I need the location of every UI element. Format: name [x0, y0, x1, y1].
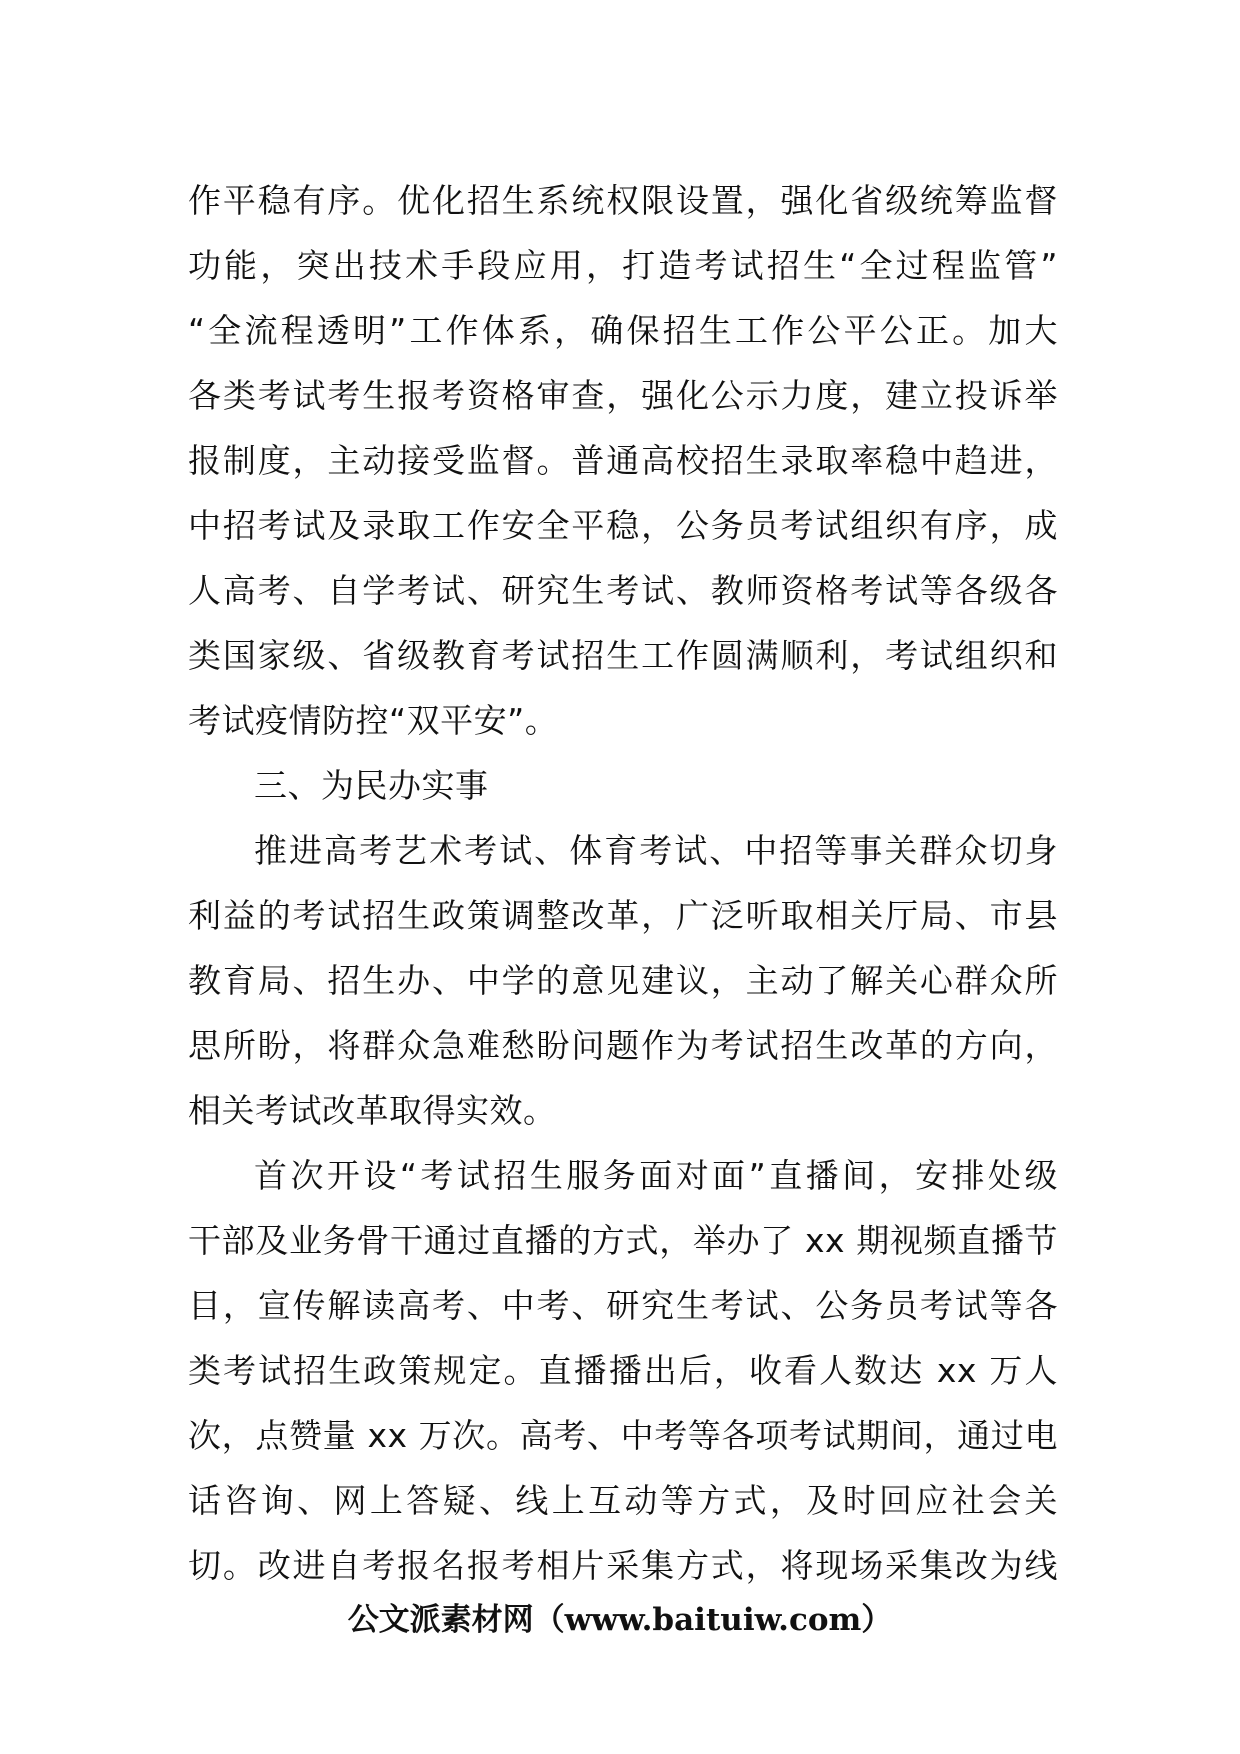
section-heading: 三、为民办实事: [254, 766, 489, 805]
footer-watermark: 公文派素材网（www.baituiw.com）: [347, 1602, 893, 1638]
text-line: 作平稳有序。优化招生系统权限设置，强化省级统筹监督: [188, 181, 1058, 220]
text-line: 类国家级、省级教育考试招生工作圆满顺利，考试组织和: [188, 636, 1058, 675]
text-line: 报制度，主动接受监督。普通高校招生录取率稳中趋进，: [188, 441, 1058, 480]
text-line: 首次开设“考试招生服务面对面”直播间，安排处级: [254, 1156, 1058, 1195]
text-line: 干部及业务骨干通过直播的方式，举办了 xx 期视频直播节: [188, 1221, 1058, 1260]
text-line: 话咨询、网上答疑、线上互动等方式，及时回应社会关: [188, 1481, 1058, 1520]
text-line: 利益的考试招生政策调整改革，广泛听取相关厅局、市县: [188, 896, 1058, 935]
text-line: “全流程透明”工作体系，确保招生工作公平公正。加大: [188, 311, 1058, 350]
text-line: 次，点赞量 xx 万次。高考、中考等各项考试期间，通过电: [188, 1416, 1058, 1455]
text-line: 切。改进自考报名报考相片采集方式，将现场采集改为线: [188, 1546, 1058, 1585]
text-line: 类考试招生政策规定。直播播出后，收看人数达 xx 万人: [188, 1351, 1058, 1390]
text-line: 中招考试及录取工作安全平稳，公务员考试组织有序，成: [188, 506, 1058, 545]
text-line: 人高考、自学考试、研究生考试、教师资格考试等各级各: [188, 571, 1058, 610]
text-line: 目，宣传解读高考、中考、研究生考试、公务员考试等各: [188, 1286, 1058, 1325]
text-line: 教育局、招生办、中学的意见建议，主动了解关心群众所: [188, 961, 1058, 1000]
text-line: 思所盼，将群众急难愁盼问题作为考试招生改革的方向，: [188, 1026, 1058, 1065]
text-line: 各类考试考生报考资格审查，强化公示力度，建立投诉举: [188, 376, 1058, 415]
text-line: 推进高考艺术考试、体育考试、中招等事关群众切身: [254, 831, 1058, 870]
document-body: [188, 168, 1058, 1598]
text-line: 功能，突出技术手段应用，打造考试招生“全过程监管”: [188, 246, 1058, 285]
text-line: 相关考试改革取得实效。: [188, 1091, 557, 1130]
text-line: 考试疫情防控“双平安”。: [188, 701, 559, 740]
